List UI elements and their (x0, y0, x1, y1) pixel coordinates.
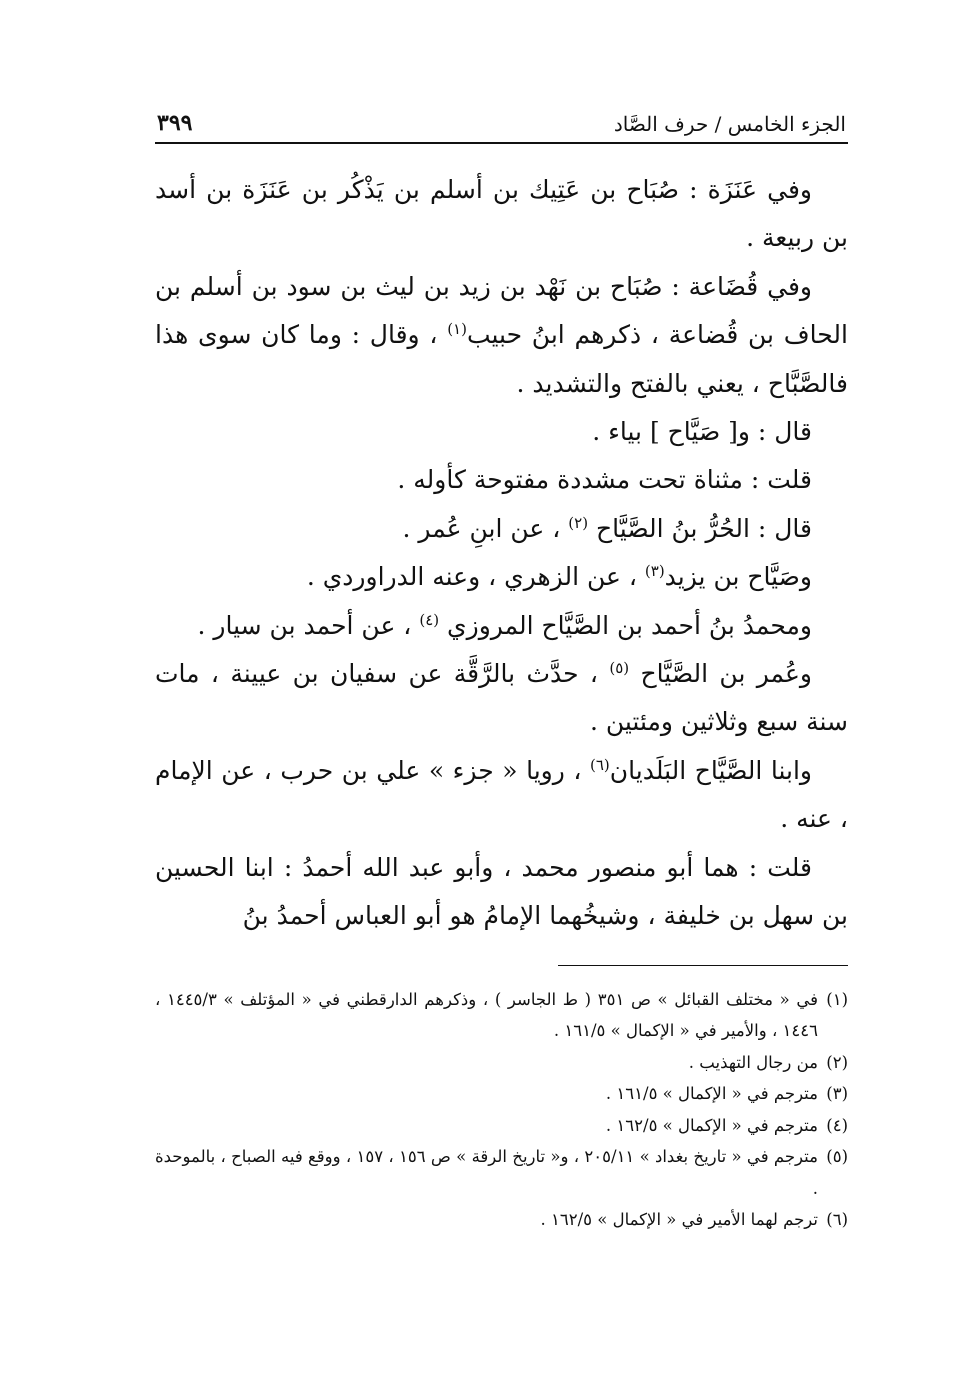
footnote-text: من رجال التهذيب . (688, 1052, 818, 1072)
running-header (155, 92, 848, 144)
main-text (155, 166, 848, 941)
footnote-number: (٤) (826, 1115, 848, 1135)
footnote-ref: (٢) (568, 513, 589, 532)
paragraph: وفي عَنَزَة : صُبَاح بن عَتِيك بن أسلم بن يَذْكُر بن عَنَزَة بن أسد بن ربيعة . (155, 175, 848, 253)
paragraph: قال : و[ صَيَّاح ] بياء . (592, 417, 812, 447)
footnote (155, 1110, 848, 1142)
footnote-number: (٢) (826, 1052, 848, 1072)
footnote-text: في « مختلف القبائل » ص ٣٥١ ( ط الجاسر ) ، وذكرهم الدارقطني في « المؤتلف » ١٤٤٥/٣ ، ١٤٤٦ ، والأمير في « الإكمال » ١٦١/٥ . (155, 989, 818, 1040)
footnote-ref: (١) (447, 320, 467, 339)
paragraph: قلت : مثناة تحت مشددة مفتوحة كأوله . (397, 465, 812, 495)
footnote-text: مترجم في « الإكمال » ١٦٢/٥ . (605, 1115, 818, 1135)
footnote-text: مترجم في « تاريخ بغداد » ٢٠٥/١١ ، و« تاريخ الرقة » ص ١٥٦ ، ١٥٧ ، ووقع فيه الصباح ، بالموحدة . (155, 1147, 818, 1198)
paragraph: وابنا الصَّيَّاح البَلَديان$^{(٦)}$ ، رويا « جزء » علي بن حرب ، عن الإمام ، عنه . (155, 755, 848, 834)
footnote-text: ترجم لهما الأمير في « الإكمال » ١٦٢/٥ . (540, 1210, 818, 1229)
paragraph: قلت : هما أبو منصور محمد ، وأبو عبد الله أحمدُ : ابنا الحسين بن سهل بن خليفة ، وشيخُهما الإمامُ هو أبو العباس أحمدُ بنُ (155, 852, 848, 931)
footnote (155, 984, 848, 1047)
paragraph: وصَيَّاح بن يزيد$^{(٣)}$ ، عن الزهري ، وعنه الدراوردي . (306, 562, 812, 592)
footnote (155, 1047, 848, 1079)
footnote-ref: (٥) (609, 659, 630, 678)
paragraph: قال : الحُرُّ بنُ الصَّيَّاح $^{(٢)}$ ، عن ابنِ عُمر . (402, 513, 812, 543)
book-page (155, 92, 848, 1236)
footnote (155, 1204, 848, 1236)
paragraph: وعُمر بن الصَّيَّاح $^{(٥)}$ ، حدَّث بالرَّقَّة عن سفيان بن عيينة ، مات سنة سبع وثلاثين ومئتين . (155, 659, 848, 737)
page-number: ٣٩٩ (157, 110, 193, 136)
footnote (155, 1078, 848, 1110)
footnote-ref: (٣) (644, 562, 665, 581)
footnote-ref: (٦) (590, 755, 610, 774)
header-title: الجزء الخامس / حرف الصَّاد (613, 112, 846, 136)
footnotes (155, 984, 848, 1236)
footnote (155, 1141, 848, 1204)
footnote-number: (١) (826, 989, 848, 1009)
footnote-text: مترجم في « الإكمال » ١٦١/٥ . (605, 1084, 818, 1103)
paragraph: وفي قُضَاعة : صُبَاح بن نَهْد بن زيد بن ليث بن سود بن أسلم بن الحاف بن قُضاعة ، ذكرهم ابنُ حبيب$^{(١)}$ ، وقال : وما كان سوى هذا فالصَّبَّاح ، يعني بالفتح والتشديد . (155, 271, 848, 398)
paragraph: ومحمدُ بنُ أحمد بن الصَّيَّاح المروزي $^{(٤)}$ ، عن أحمد بن سيار . (197, 610, 812, 640)
footnote-number: (٣) (826, 1084, 848, 1103)
footnote-divider (558, 965, 848, 966)
footnote-number: (٥) (826, 1147, 848, 1166)
footnote-ref: (٤) (419, 610, 440, 629)
footnote-number: (٦) (826, 1210, 848, 1229)
